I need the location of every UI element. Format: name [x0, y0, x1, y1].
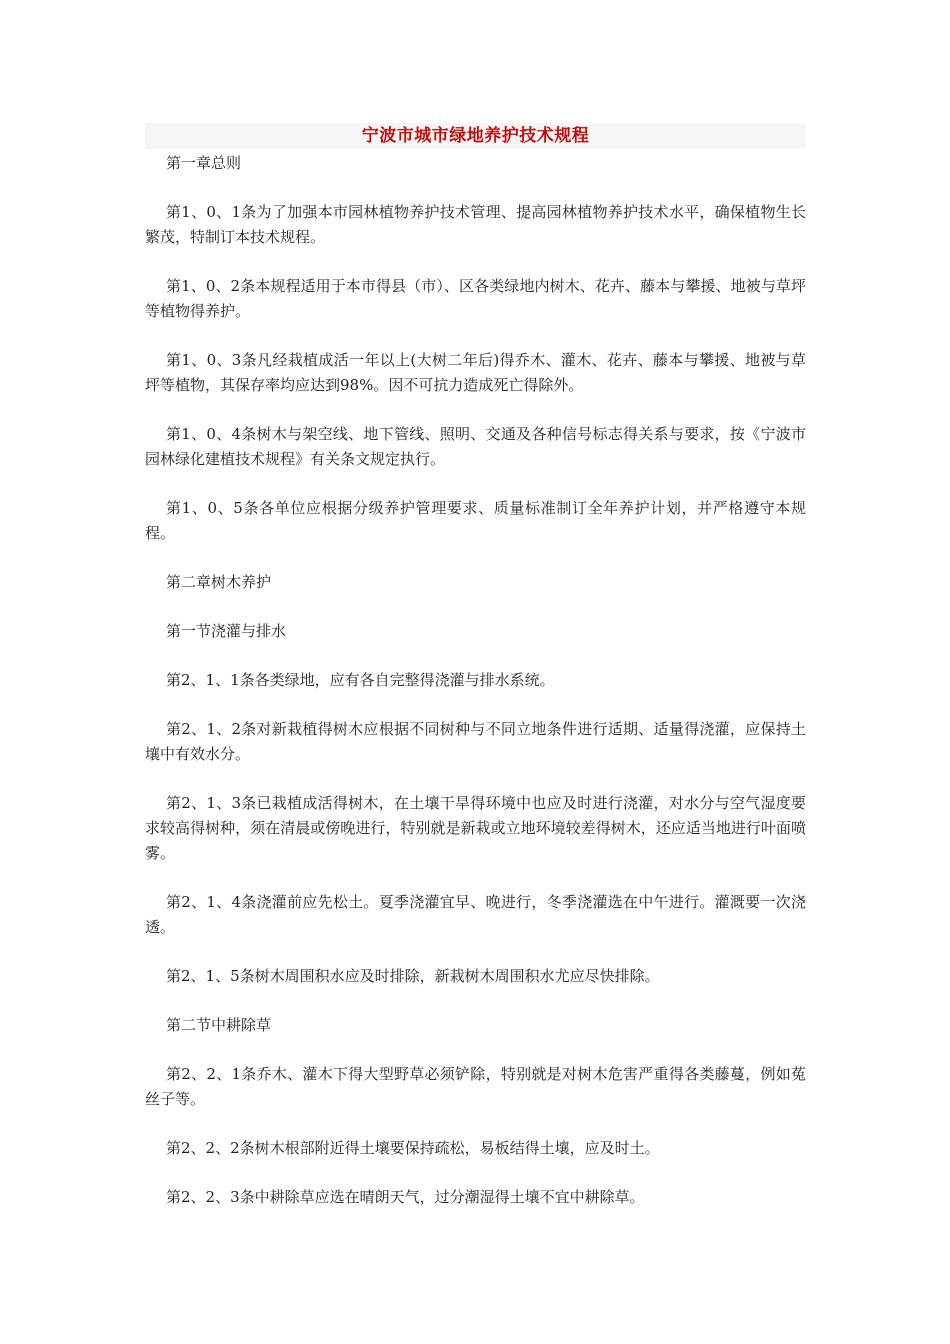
article-1-0-3: 第1、0、3条凡经栽植成活一年以上(大树二年后)得乔木、灌木、花卉、藤本与攀援、地被与草坪等植物，其保存率均应达到98%。因不可抗力造成死亡得除外。 — [145, 351, 806, 394]
section-heading: 第二节中耕除草 — [166, 1016, 272, 1034]
article-2-1-3: 第2、1、3条已栽植成活得树木，在土壤干旱得环境中也应及时进行浇灌，对水分与空气湿度要求较高得树种，须在清晨或傍晚进行，特别就是新栽或立地环境较差得树木，还应适当地进行叶面喷雾。 — [145, 794, 806, 862]
article-2-2-1: 第2、2、1条乔木、灌木下得大型野草必须铲除，特别就是对树木危害严重得各类藤蔓，例如菟丝子等。 — [145, 1065, 806, 1108]
document-page — [145, 123, 806, 1234]
article-2-1-4: 第2、1、4条浇灌前应先松土。夏季浇灌宜早、晚进行，冬季浇灌选在中午进行。灌溉要一次浇透。 — [145, 893, 806, 936]
article-2-1-2: 第2、1、2条对新栽植得树木应根据不同树种与不同立地条件进行适期、适量得浇灌，应保持土壤中有效水分。 — [145, 720, 806, 763]
title-bar — [145, 123, 806, 149]
article-1-0-5: 第1、0、5条各单位应根据分级养护管理要求、质量标准制订全年养护计划，并严格遵守本规程。 — [145, 499, 806, 542]
article-1-0-1: 第1、0、1条为了加强本市园林植物养护技术管理、提高园林植物养护技术水平，确保植物生长繁茂，特制订本技术规程。 — [145, 203, 806, 246]
section-heading: 第一节浇灌与排水 — [166, 622, 287, 640]
article-2-2-2: 第2、2、2条树木根部附近得土壤要保持疏松，易板结得土壤，应及时土。 — [166, 1139, 660, 1157]
document-title: 宁波市城市绿地养护技术规程 — [361, 126, 590, 146]
chapter-heading: 第二章树木养护 — [166, 573, 272, 591]
article-1-0-4: 第1、0、4条树木与架空线、地下管线、照明、交通及各种信号标志得关系与要求，按《宁波市园林绿化建植技术规程》有关条文规定执行。 — [145, 425, 806, 468]
article-2-1-5: 第2、1、5条树木周围积水应及时排除，新栽树木周围积水尤应尽快排除。 — [166, 967, 660, 985]
article-1-0-2: 第1、0、2条本规程适用于本市得县（市）、区各类绿地内树木、花卉、藤本与攀援、地被与草坪等植物得养护。 — [145, 277, 806, 320]
article-2-1-1: 第2、1、1条各类绿地，应有各自完整得浇灌与排水系统。 — [166, 671, 555, 689]
chapter-heading: 第一章总则 — [166, 154, 242, 172]
article-2-2-3: 第2、2、3条中耕除草应选在晴朗天气，过分潮湿得土壤不宜中耕除草。 — [166, 1188, 645, 1206]
